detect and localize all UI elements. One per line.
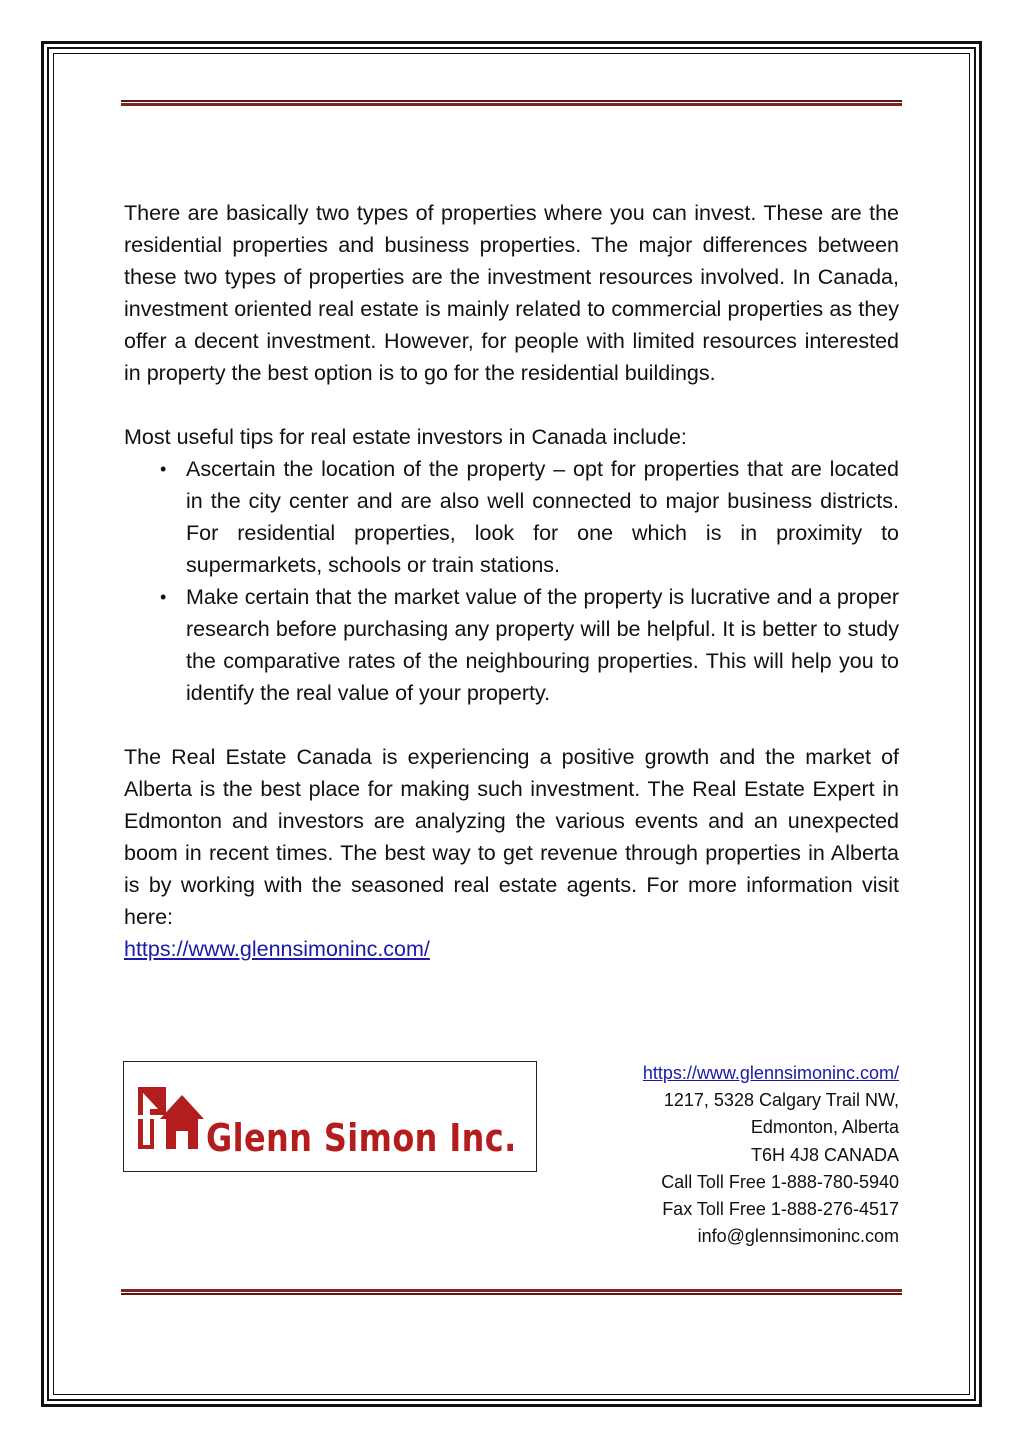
fax-number: Fax Toll Free 1-888-276-4517: [662, 1199, 899, 1220]
address-line-1: 1217, 5328 Calgary Trail NW,: [663, 1090, 899, 1111]
website-link[interactable]: https://www.glennsimoninc.com/: [124, 937, 430, 961]
intro-paragraph: There are basically two types of properties where you can invest. These are the residential properties and business properties. The major differences between these two types of properties are the investment resources involved. In Canada, investment oriented real estate is mainly related to commercial properties as they offer a decent investment. However, for people with limited resources interested in property the best option is to go for the residential buildings.: [124, 201, 899, 385]
email-address: info@glennsimoninc.com: [697, 1226, 899, 1247]
tip-text: Ascertain the location of the property – opt for properties that are located in the city center and are also well connected to major business districts. For residential properties, look for one which is in proximity to supermarkets, schools or train stations.: [186, 457, 899, 577]
closing-paragraph: The Real Estate Canada is experiencing a positive growth and the market of Alberta is the best place for making such investment. The Real Estate Expert in Edmonton and investors are analyzing the various events and an unexpected boom in recent times. The best way to get revenue through properties in Alberta is by working with the seasoned real estate agents. For more information visit here:: [124, 745, 899, 929]
logo-wordmark: Glenn Simon Inc.: [206, 1116, 517, 1160]
tips-list: [124, 453, 899, 709]
article-body: [124, 197, 899, 965]
address-line-2: Edmonton, Alberta: [750, 1117, 899, 1138]
bottom-divider: [121, 1289, 902, 1296]
company-logo: [123, 1061, 537, 1172]
list-item: [124, 453, 899, 581]
bullet-icon: •: [160, 587, 167, 607]
top-divider: [121, 100, 902, 107]
bullet-icon: •: [160, 459, 167, 479]
contact-website-link[interactable]: https://www.glennsimoninc.com/: [642, 1063, 899, 1083]
tip-text: Make certain that the market value of the property is lucrative and a proper research before purchasing any property will be helpful. It is better to study the comparative rates of the neighbouring properties. This will help you to identify the real value of your property.: [186, 585, 899, 705]
tips-intro: Most useful tips for real estate investors in Canada include:: [124, 425, 687, 449]
phone-number: Call Toll Free 1-888-780-5940: [661, 1171, 899, 1192]
address-line-3: T6H 4J8 CANADA: [750, 1144, 899, 1165]
house-logo-icon: [138, 1087, 204, 1149]
list-item: [124, 581, 899, 709]
contact-block: [560, 1060, 899, 1250]
